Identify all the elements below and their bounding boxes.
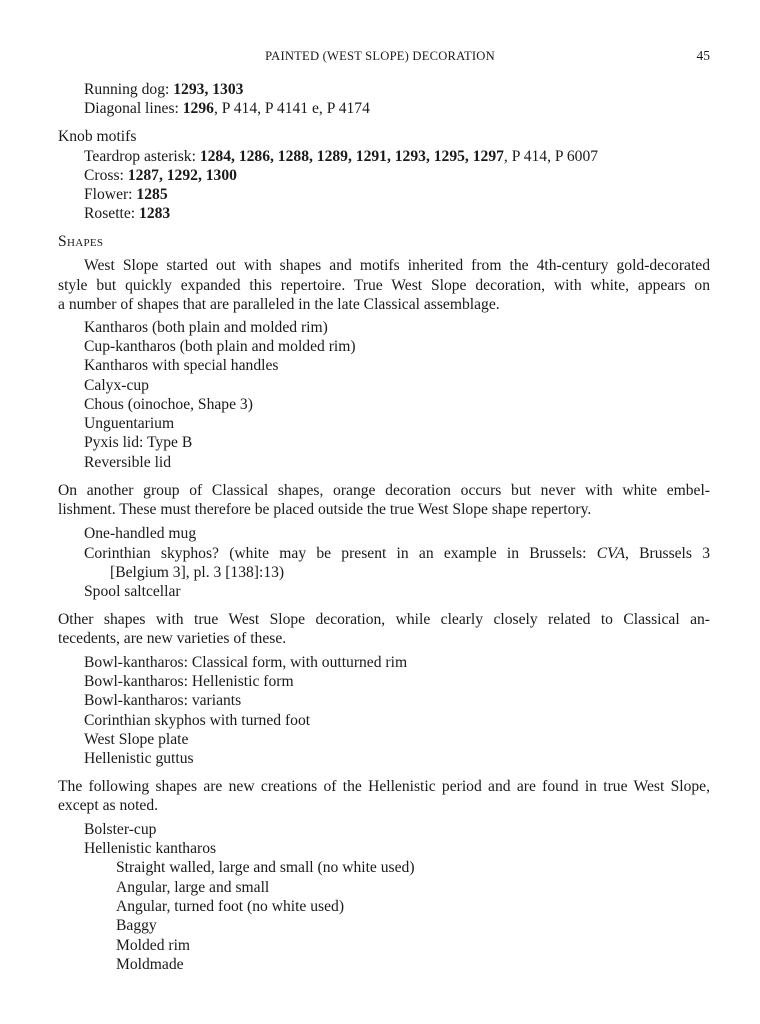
- rosette-line: [84, 204, 170, 223]
- diagonal-lines-label: Diagonal lines:: [84, 100, 183, 117]
- other-shape-item: Bowl-kantharos: Classical form, with outturned rim: [84, 654, 408, 671]
- kantharos-subtype-item: Straight walled, large and small (no white used): [116, 859, 415, 876]
- shapes-heading: Shapes: [58, 233, 104, 250]
- new-para-line-1: The following shapes are new creations of the Hellenistic period and are found in true West Slope,: [58, 778, 710, 795]
- orange-para-line-2: lishment. These must therefore be placed outside the true West Slope shape repertory.: [58, 501, 592, 518]
- other-shape-item: Bowl-kantharos: variants: [84, 692, 242, 709]
- diagonal-lines-refs: , P 414, P 4141 e, P 4174: [213, 100, 370, 117]
- teardrop-asterisk-refs: , P 414, P 6007: [503, 148, 599, 165]
- rosette-label: Rosette:: [84, 205, 140, 222]
- orange-shape-item: Spool saltcellar: [84, 583, 181, 600]
- flower-line: [84, 185, 168, 204]
- new-shape-item: Hellenistic kantharos: [84, 840, 217, 857]
- other-shape-item: West Slope plate: [84, 731, 189, 748]
- classical-shape-item: Chous (oinochoe, Shape 3): [84, 396, 253, 413]
- orange-shape-item-continuation: [Belgium 3], pl. 3 [138]:13): [110, 564, 285, 581]
- orange-shape-item-corinthian: [84, 544, 710, 563]
- running-dog-numbers: 1293, 1303: [173, 81, 244, 98]
- cross-label: Cross:: [84, 167, 128, 184]
- kantharos-subtype-item: Molded rim: [116, 937, 191, 954]
- kantharos-subtype-item: Angular, large and small: [116, 879, 270, 896]
- diagonal-lines-bold-number: 1296: [182, 100, 214, 117]
- other-shape-item: Bowl-kantharos: Hellenistic form: [84, 673, 294, 690]
- other-para-line-1: Other shapes with true West Slope decoration, while clearly closely related to Classical an-: [58, 611, 710, 628]
- classical-shape-item: Pyxis lid: Type B: [84, 434, 193, 451]
- cva-italic: CVA: [596, 545, 625, 562]
- kantharos-subtype-item: Angular, turned foot (no white used): [116, 898, 345, 915]
- orange-shape-item: One-handled mug: [84, 525, 197, 542]
- teardrop-asterisk-numbers: 1284, 1286, 1288, 1289, 1291, 1293, 1295, 1297: [199, 148, 504, 165]
- kantharos-subtype-item: Moldmade: [116, 956, 184, 973]
- flower-label: Flower:: [84, 186, 137, 203]
- classical-shape-item: Kantharos with special handles: [84, 357, 279, 374]
- corinthian-text: Corinthian skyphos? (white may be present in an example in Brussels:: [84, 545, 597, 562]
- classical-shape-item: Kantharos (both plain and molded rim): [84, 319, 328, 336]
- knob-motifs-heading: Knob motifs: [58, 128, 137, 145]
- cross-numbers: 1287, 1292, 1300: [127, 167, 237, 184]
- new-shape-item: Bolster-cup: [84, 821, 157, 838]
- running-header-title: PAINTED (WEST SLOPE) DECORATION: [265, 49, 495, 63]
- teardrop-asterisk-line: [84, 147, 598, 166]
- classical-shape-item: Calyx-cup: [84, 377, 149, 394]
- rosette-number: 1283: [139, 205, 171, 222]
- other-para-line-2: tecedents, are new varieties of these.: [58, 630, 287, 647]
- teardrop-asterisk-label: Teardrop asterisk:: [84, 148, 200, 165]
- running-dog-line: [84, 80, 243, 99]
- diagonal-lines-line: [84, 99, 370, 118]
- other-shape-item: Hellenistic guttus: [84, 750, 194, 767]
- shapes-intro-line-2: style but quickly expanded this repertoire. True West Slope decoration, with white, appears on: [58, 277, 710, 294]
- orange-para-line-1: On another group of Classical shapes, orange decoration occurs but never with white embel-: [58, 482, 710, 499]
- corinthian-text-end: , Brussels 3: [624, 545, 710, 562]
- new-para-line-2: except as noted.: [58, 797, 159, 814]
- classical-shape-item: Reversible lid: [84, 454, 172, 471]
- shapes-intro-line-3: a number of shapes that are paralleled in the late Classical assemblage.: [58, 296, 500, 313]
- other-shape-item: Corinthian skyphos with turned foot: [84, 712, 311, 729]
- running-dog-label: Running dog:: [84, 81, 174, 98]
- shapes-intro-line-1: West Slope started out with shapes and motifs inherited from the 4th-century gold-decorated: [84, 257, 710, 274]
- classical-shape-item: Cup-kantharos (both plain and molded rim): [84, 338, 356, 355]
- classical-shape-item: Unguentarium: [84, 415, 175, 432]
- kantharos-subtype-item: Baggy: [116, 917, 157, 934]
- cross-line: [84, 166, 237, 185]
- page-number: 45: [696, 48, 710, 63]
- flower-number: 1285: [136, 186, 168, 203]
